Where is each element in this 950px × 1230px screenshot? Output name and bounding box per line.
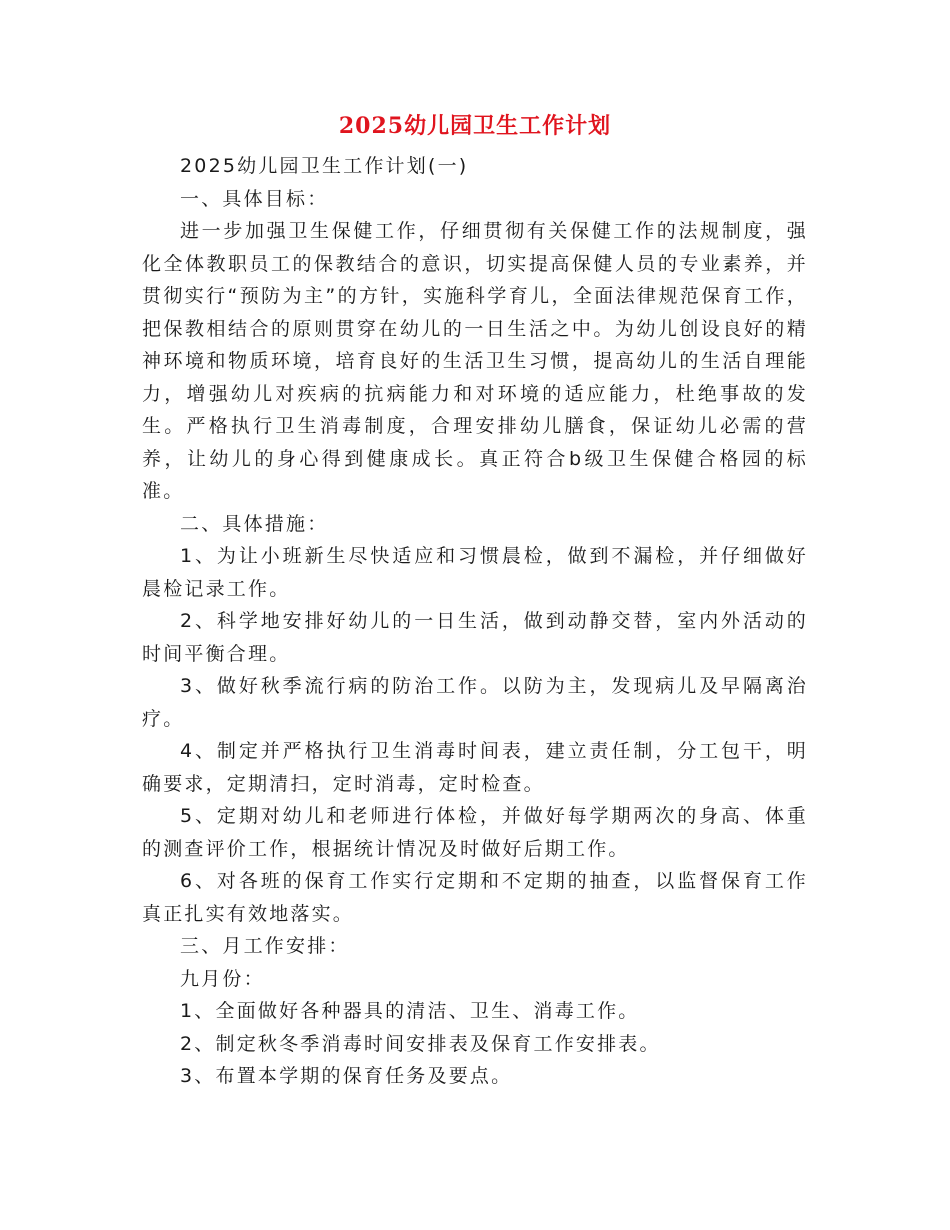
measure-item: 6、对各班的保育工作实行定期和不定期的抽查，以监督保育工作真正扎实有效地落实。 xyxy=(142,870,808,925)
goals-paragraph: 进一步加强卫生保健工作，仔细贯彻有关保健工作的法规制度，强化全体教职员工的保教结合的意识，切实提高保健人员的专业素养，并贯彻实行“预防为主”的方针，实施科学育儿，全面法律规范保育工作，把保教相结合的原则贯穿在幼儿的一日生活之中。为幼儿创设良好的精神环境和物质环境，培育良好的生活卫生习惯，提高幼儿的生活自理能力，增强幼儿对疾病的抗病能力和对环境的适应能力，杜绝事故的发生。严格执行卫生消毒制度，合理安排幼儿膳食，保证幼儿必需的营养，让幼儿的身心得到健康成长。真正符合b级卫生保健合格园的标准。 xyxy=(142,220,808,502)
heading-monthly-plan: 三、月工作安排： xyxy=(180,935,350,957)
heading-measures: 二、具体措施： xyxy=(180,512,329,535)
measure-item: 5、定期对幼儿和老师进行体检，并做好每学期两次的身高、体重的测查评价工作，根据统计情况及时做好后期工作。 xyxy=(142,805,808,860)
document-body xyxy=(142,150,808,1093)
section-subtitle: 2025幼儿园卫生工作计划(一) xyxy=(180,155,469,177)
measure-item: 3、做好秋季流行病的防治工作。以防为主，发现病儿及早隔离治疗。 xyxy=(142,675,808,730)
plan-item: 2、制定秋冬季消毒时间安排表及保育工作安排表。 xyxy=(180,1032,661,1055)
plan-item: 3、布置本学期的保育任务及要点。 xyxy=(180,1065,513,1087)
measure-item: 1、为让小班新生尽快适应和习惯晨检，做到不漏检，并仔细做好晨检记录工作。 xyxy=(142,545,808,600)
document-title: 2025幼儿园卫生工作计划 xyxy=(338,113,612,139)
month-label: 九月份： xyxy=(180,967,265,990)
measure-item: 2、科学地安排好幼儿的一日生活，做到动静交替，室内外活动的时间平衡合理。 xyxy=(142,610,808,665)
heading-goals: 一、具体目标： xyxy=(180,187,329,210)
measure-item: 4、制定并严格执行卫生消毒时间表，建立责任制，分工包干，明确要求，定期清扫，定时消毒，定时检查。 xyxy=(142,740,808,795)
plan-item: 1、全面做好各种器具的清洁、卫生、消毒工作。 xyxy=(180,1000,640,1022)
